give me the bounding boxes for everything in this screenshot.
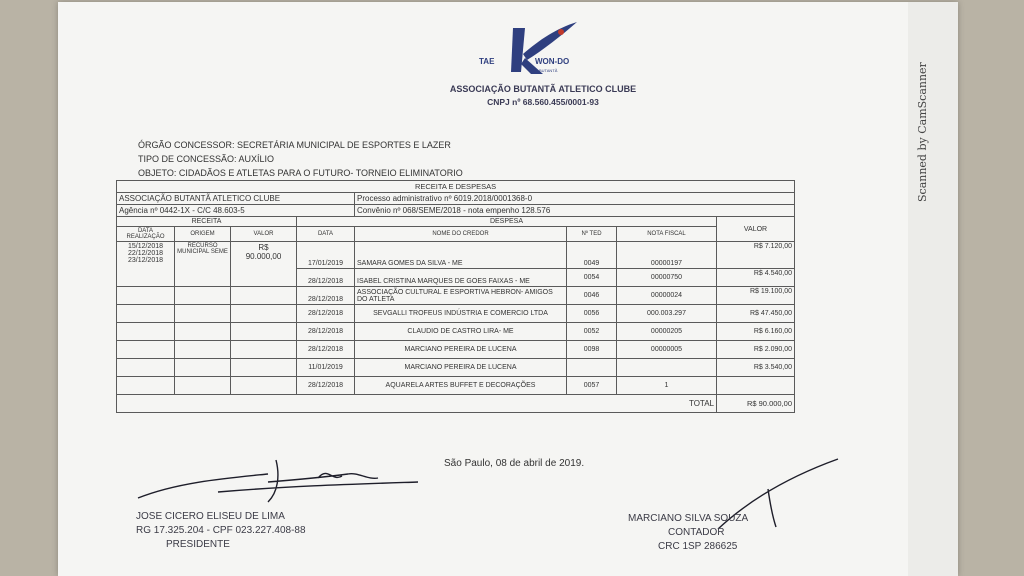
accountant-crc: CRC 1SP 286625 — [658, 541, 738, 552]
expense-value: R$ 4.540,00 — [717, 269, 795, 287]
header-objeto — [138, 168, 463, 178]
organization-cnpj: CNPJ nº 68.560.455/0001-93 — [487, 97, 599, 107]
total-value: R$ 90.000,00 — [717, 395, 795, 413]
expense-ted: 0056 — [567, 305, 617, 323]
objeto-value: CIDADÃOS E ATLETAS PARA O FUTURO- TORNEIO ELIMINATORIO — [178, 168, 463, 178]
col-valor: VALOR — [231, 227, 297, 242]
expense-ted: 0057 — [567, 377, 617, 395]
tipo-label: TIPO DE CONCESSÃO: — [138, 154, 237, 164]
expense-date: 28/12/2018 — [297, 323, 355, 341]
header-orgao — [138, 140, 451, 150]
expense-creditor: CLAUDIO DE CASTRO LIRA- ME — [355, 323, 567, 341]
expense-value: R$ 6.160,00 — [717, 323, 795, 341]
col-data: DATA — [297, 227, 355, 242]
expense-value: R$ 7.120,00 — [717, 242, 795, 269]
president-block — [136, 510, 306, 552]
expense-date: 28/12/2018 — [297, 377, 355, 395]
agency-account: Agência nº 0442-1X - C/C 48.603-5 — [117, 205, 355, 217]
document-page — [58, 2, 958, 576]
scanner-strip — [908, 2, 958, 576]
expense-nf: 00000750 — [617, 269, 717, 287]
covenant-number: Convênio nº 068/SEME/2018 - nota empenho 128.576 — [355, 205, 795, 217]
expense-nf — [617, 359, 717, 377]
president-document: RG 17.325.204 - CPF 023.227.408-88 — [136, 525, 306, 536]
expense-creditor: MARCIANO PEREIRA DE LUCENA — [355, 341, 567, 359]
col-origem: ORIGEM — [175, 227, 231, 242]
accountant-block — [628, 512, 748, 554]
tipo-value: AUXÍLIO — [238, 154, 275, 164]
receita-valor-currency: R$ — [258, 243, 269, 252]
expense-value: R$ 2.090,00 — [717, 341, 795, 359]
expense-nf: 00000024 — [617, 287, 717, 305]
expense-creditor: MARCIANO PEREIRA DE LUCENA — [355, 359, 567, 377]
expense-date: 28/12/2018 — [297, 305, 355, 323]
col-credor: NOME DO CREDOR — [355, 227, 567, 242]
expense-date: 11/01/2019 — [297, 359, 355, 377]
receita-valor-amount: 90.000,00 — [245, 252, 282, 261]
expense-ted: 0098 — [567, 341, 617, 359]
president-signature — [118, 452, 438, 512]
accountant-role: CONTADOR — [668, 527, 725, 538]
expense-ted: 0049 — [567, 242, 617, 269]
objeto-label: OBJETO: — [138, 168, 177, 178]
receita-header: RECEITA — [117, 217, 297, 227]
receita-date-2: 22/12/2018 — [127, 250, 164, 257]
entity-name: ASSOCIAÇÃO BUTANTÃ ATLETICO CLUBE — [117, 193, 355, 205]
receita-dates — [117, 242, 175, 287]
place-and-date: São Paulo, 08 de abril de 2019. — [444, 458, 585, 469]
scanner-label: Scanned by CamScanner — [916, 62, 929, 202]
receita-valor — [231, 242, 297, 287]
table-title: RECEITA E DESPESAS — [117, 181, 795, 193]
expense-value: R$ 19.100,00 — [717, 287, 795, 305]
expense-creditor: ASSOCIAÇÃO CULTURAL E ESPORTIVA HEBRON- AMIGOS DO ATLETA — [355, 287, 567, 305]
expense-nf: 000.003.297 — [617, 305, 717, 323]
expense-ted: 0054 — [567, 269, 617, 287]
expense-nf: 00000005 — [617, 341, 717, 359]
expense-nf: 00000205 — [617, 323, 717, 341]
logo-text-left: TAE — [479, 57, 495, 66]
total-label: TOTAL — [117, 395, 717, 413]
col-ted: Nº TED — [567, 227, 617, 242]
expense-date: 17/01/2019 — [297, 242, 355, 269]
president-name: JOSE CICERO ELISEU DE LIMA — [136, 511, 285, 522]
expense-ted — [567, 359, 617, 377]
receita-date-1: 15/12/2018 — [127, 243, 164, 250]
accountant-name: MARCIANO SILVA SOUZA — [628, 513, 749, 524]
receita-origem: RECURSO MUNICIPAL SEME — [175, 242, 231, 287]
expense-date: 28/12/2018 — [297, 341, 355, 359]
expense-date: 28/12/2018 — [297, 269, 355, 287]
expense-nf: 00000197 — [617, 242, 717, 269]
col-data-realizacao: DATA REALIZAÇÃO — [117, 227, 175, 242]
process-number: Processo administrativo nº 6019.2018/0001368-0 — [355, 193, 795, 205]
revenue-expense-table — [116, 180, 795, 413]
expense-nf: 1 — [617, 377, 717, 395]
orgao-value: SECRETÁRIA MUNICIPAL DE ESPORTES E LAZER — [237, 140, 451, 150]
expense-value — [717, 377, 795, 395]
expense-creditor: SEVGALLI TROFEUS INDÚSTRIA E COMERCIO LTDA — [355, 305, 567, 323]
president-role: PRESIDENTE — [166, 539, 230, 550]
receita-date-3: 23/12/2018 — [127, 257, 164, 264]
logo-text-right: WON-DO — [535, 57, 570, 66]
valor-header: VALOR — [717, 217, 795, 242]
organization-name: ASSOCIAÇÃO BUTANTÃ ATLETICO CLUBE — [449, 84, 637, 94]
expense-date: 28/12/2018 — [297, 287, 355, 305]
expense-value: R$ 47.450,00 — [717, 305, 795, 323]
expense-value: R$ 3.540,00 — [717, 359, 795, 377]
club-logo — [473, 18, 583, 80]
logo-text-sub: BUTANTÃ — [539, 68, 558, 73]
despesa-header: DESPESA — [297, 217, 717, 227]
expense-creditor: ISABEL CRISTINA MARQUES DE GOES FAIXAS - ME — [355, 269, 567, 287]
expense-creditor: SAMARA GOMES DA SILVA - ME — [355, 242, 567, 269]
expense-ted: 0052 — [567, 323, 617, 341]
orgao-label: ÓRGÃO CONCESSOR: — [138, 140, 235, 150]
expense-creditor: AQUARELA ARTES BUFFET E DECORAÇÕES — [355, 377, 567, 395]
expense-ted: 0046 — [567, 287, 617, 305]
col-nf: NOTA FISCAL — [617, 227, 717, 242]
header-tipo — [138, 154, 274, 164]
